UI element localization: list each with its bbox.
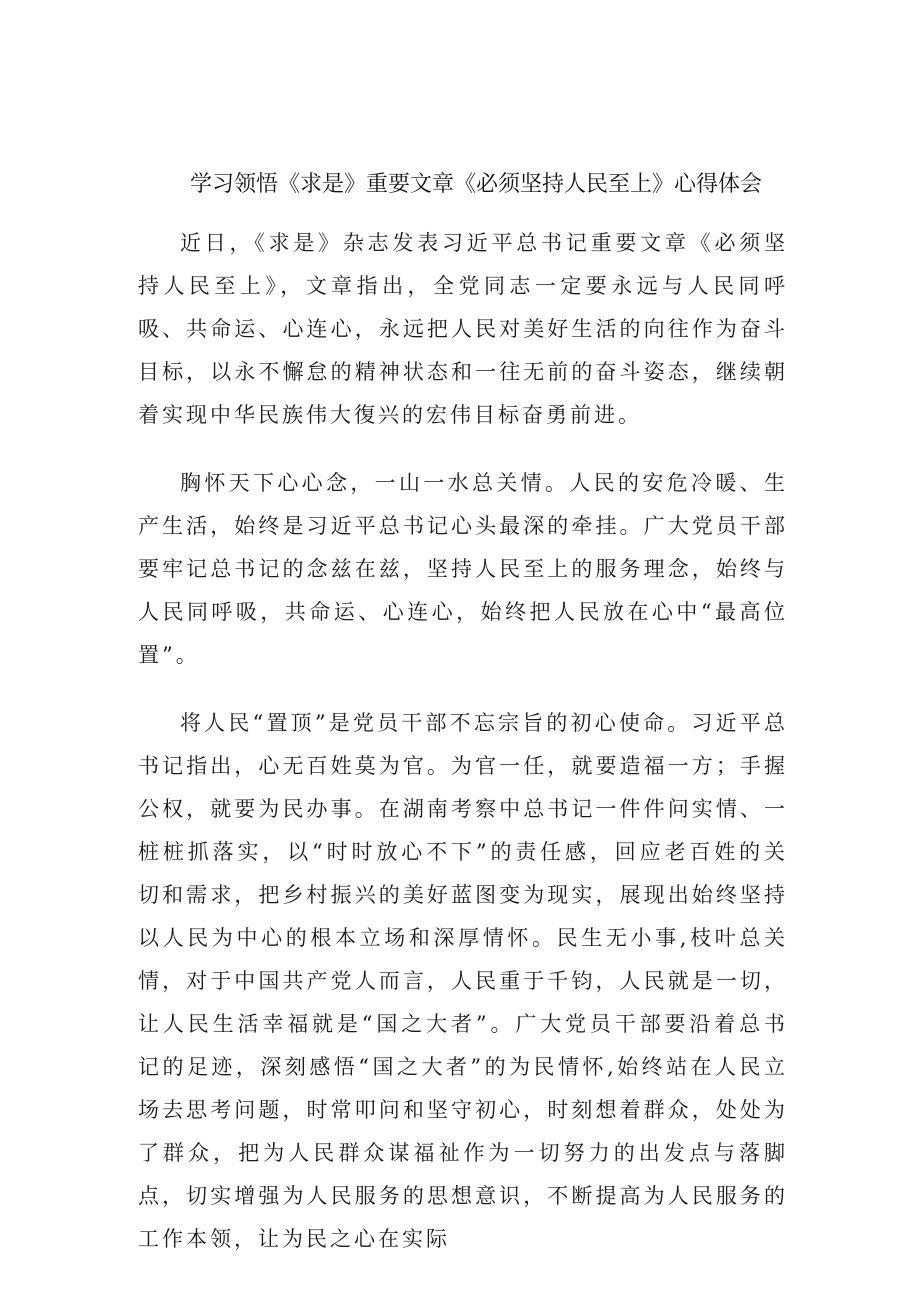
document-body — [138, 222, 788, 1261]
paragraph-1: 近日，《求是》杂志发表习近平总书记重要文章《必须坚持人民至上》，文章指出，全党同志一定要永远与人民同呼吸、共命运、心连心，永远把人民对美好生活的向往作为奋斗目标，以永不懈怠的精神状态和一往无前的奋斗姿态，继续朝着实现中华民族伟大復兴的宏伟目标奋勇前进。 — [138, 231, 788, 427]
paragraph-2: 胸怀天下心心念，一山一水总关情。人民的安危冷暖、生产生活，始终是习近平总书记心头最深的牵挂。广大党员干部要牢记总书记的念兹在兹，坚持人民至上的服务理念，始终与人民同呼吸，共命运、心连心，始终把人民放在心中“最高位置”。 — [138, 471, 788, 667]
document-title: 学习领悟《求是》重要文章《必须坚持人民至上》心得体会 — [189, 172, 762, 197]
paragraph-3: 将人民“置顶”是党员干部不忘宗旨的初心使命。习近平总书记指出，心无百姓莫为官。为官一任，就要造福一方；手握公权，就要为民办事。在湖南考察中总书记一件件问实情、一桩桩抓落实，以“时时放心不下”的责任感，回应老百姓的关切和需求，把乡村振兴的美好蓝图变为现实，展现出始终坚持以人民为中心的根本立场和深厚情怀。民生无小事,枝叶总关情，对于中国共产党人而言，人民重于千钧，人民就是一切，让人民生活幸福就是“国之大者”。广大党员干部要沿着总书记的足迹，深刻感悟“国之大者”的为民情怀,始终站在人民立场去思考问题，时常叩问和坚守初心，时刻想着群众，处处为了群众，把为人民群众谋福祉作为一切努力的出发点与落脚点，切实增强为人民服务的思想意识，不断提高为人民服务的工作本领，让为民之心在实际 — [138, 711, 788, 1251]
